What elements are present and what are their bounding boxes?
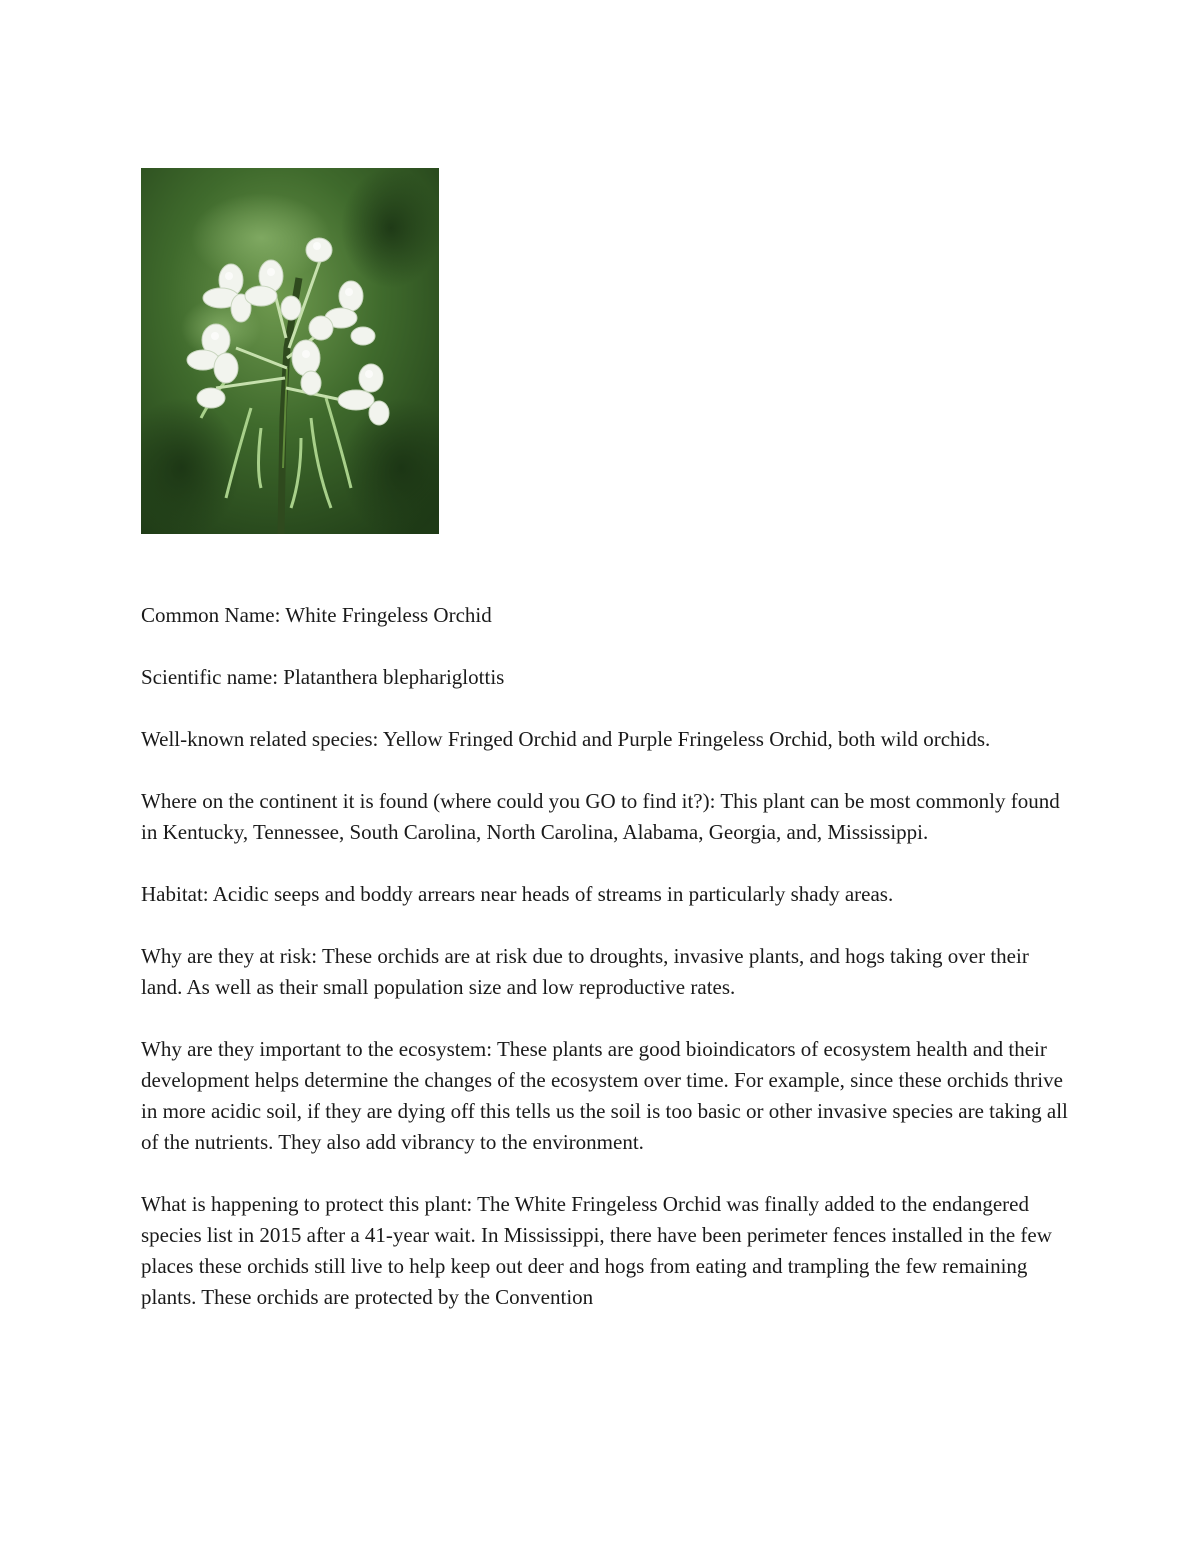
location-paragraph <box>141 786 1071 848</box>
risk-paragraph <box>141 941 1071 1003</box>
field-label: Well-known related species: <box>141 727 379 751</box>
scientific-name-line <box>141 662 1071 693</box>
field-value: Acidic seeps and boddy arrears near heads of streams in particularly shady areas. <box>212 882 894 906</box>
importance-paragraph <box>141 1034 1071 1158</box>
field-value: This plant can be most commonly found in Kentucky, Tennessee, South Carolina, North Carolina, Alabama, Georgia, and, Mississippi. <box>141 789 1060 844</box>
field-value: Yellow Fringed Orchid and Purple Fringeless Orchid, both wild orchids. <box>382 727 991 751</box>
species-info <box>141 600 1071 1344</box>
field-value: The White Fringeless Orchid was finally added to the endangered species list in 2015 after a 41-year wait. In Mississippi, there have been perimeter fences installed in the few places these orchids still live to help keep out deer and hogs from eating and trampling the few remaining plants. These orchids are protected by the Convention <box>141 1192 1052 1309</box>
field-value: These plants are good bioindicators of ecosystem health and their development helps determine the changes of the ecosystem over time. For example, since these orchids thrive in more acidic soil, if they are dying off this tells us the soil is too basic or other invasive species are taking all of the nutrients. They also add vibrancy to the environment. <box>141 1037 1068 1154</box>
field-value: White Fringeless Orchid <box>285 603 492 627</box>
field-label: Habitat: <box>141 882 209 906</box>
field-value: Platanthera blephariglottis <box>283 665 505 689</box>
field-label: Why are they at risk: <box>141 944 318 968</box>
orchid-photo <box>141 168 439 534</box>
related-species-paragraph <box>141 724 1071 755</box>
field-label: Common Name: <box>141 603 281 627</box>
common-name-line <box>141 600 1071 631</box>
protection-paragraph <box>141 1189 1071 1313</box>
field-label: Where on the continent it is found (where could you GO to find it?): <box>141 789 716 813</box>
habitat-paragraph <box>141 879 1071 910</box>
field-value: These orchids are at risk due to droughts, invasive plants, and hogs taking over their land. As well as their small population size and low reproductive rates. <box>141 944 1029 999</box>
field-label: Scientific name: <box>141 665 279 689</box>
field-label: What is happening to protect this plant: <box>141 1192 473 1216</box>
field-label: Why are they important to the ecosystem: <box>141 1037 493 1061</box>
